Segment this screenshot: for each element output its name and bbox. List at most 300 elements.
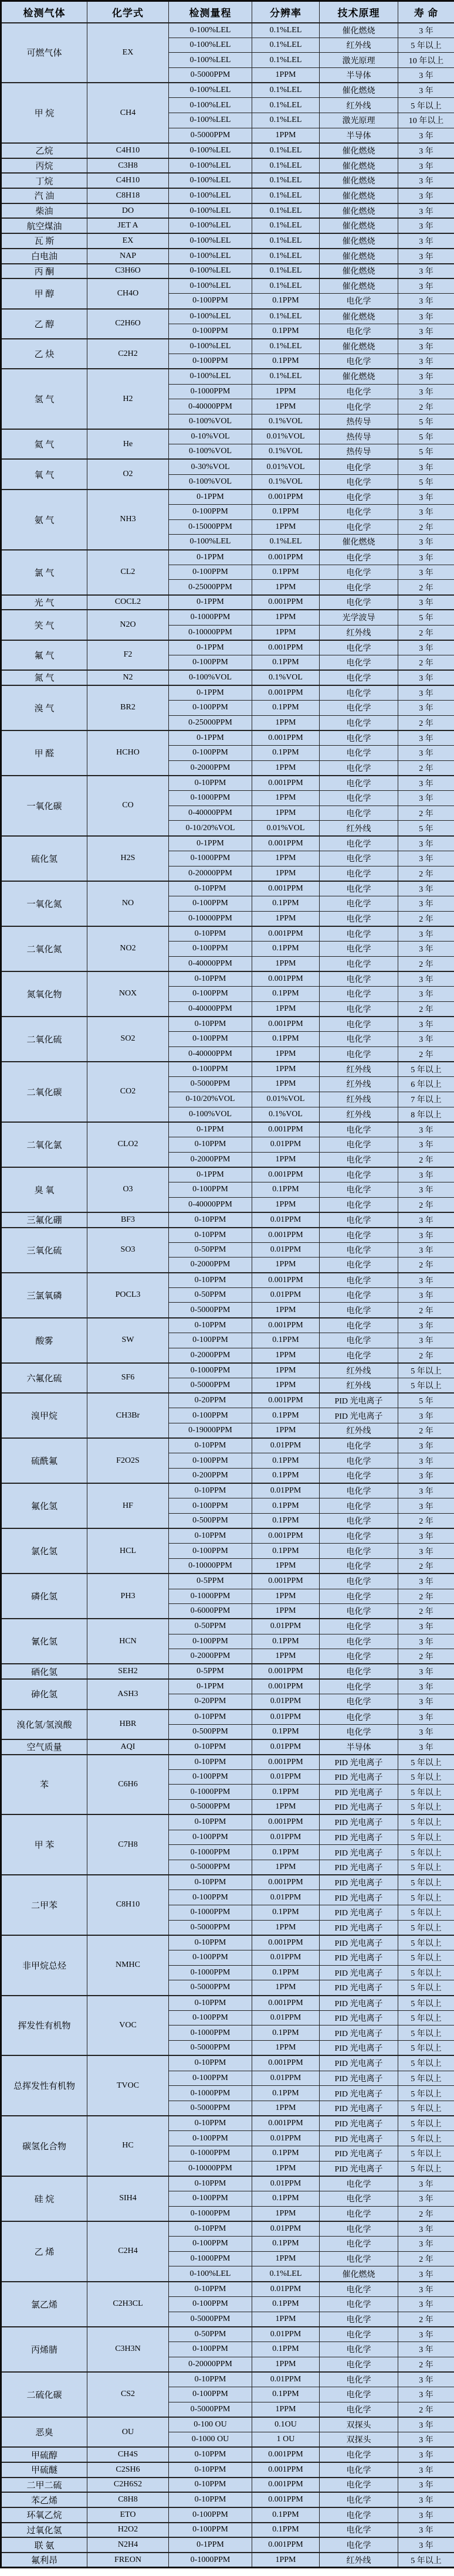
principle-cell: 催化燃烧 <box>320 143 398 158</box>
life-cell: 3 年 <box>398 1679 454 1694</box>
life-cell: 3 年 <box>398 278 454 294</box>
life-cell: 2 年 <box>398 655 454 670</box>
principle-cell: 电化学 <box>320 836 398 851</box>
life-cell: 2 年 <box>398 519 454 535</box>
range-cell: 0-10PPM <box>169 2282 252 2297</box>
range-cell: 0-100%LEL <box>169 218 252 233</box>
principle-cell: 红外线 <box>320 98 398 113</box>
life-cell: 3 年 <box>398 1318 454 1333</box>
life-cell: 2 年 <box>398 1258 454 1273</box>
range-cell: 0-1000PPM <box>169 2553 252 2568</box>
principle-cell: PID 光电离子 <box>320 1814 398 1830</box>
table-row <box>1 1875 454 1890</box>
principle-cell: 电化学 <box>320 2357 398 2372</box>
principle-cell: PID 光电离子 <box>320 2055 398 2071</box>
resolution-cell: 0.001PPM <box>252 1664 320 1679</box>
principle-cell: 半导体 <box>320 128 398 143</box>
gas-name-cell: 酸雾 <box>1 1318 87 1363</box>
range-cell: 0-20000PPM <box>169 866 252 881</box>
principle-cell: 电化学 <box>320 987 398 1002</box>
formula-cell: DO <box>87 203 169 219</box>
principle-cell: 电化学 <box>320 550 398 565</box>
gas-name-cell: 碳氢化合物 <box>1 2116 87 2176</box>
gas-name-cell: 砷化氢 <box>1 1679 87 1709</box>
range-cell: 0-5000PPM <box>169 1920 252 1935</box>
life-cell: 3 年 <box>398 2191 454 2207</box>
principle-cell: 红外线 <box>320 38 398 53</box>
life-cell: 5 年以上 <box>398 2101 454 2116</box>
resolution-cell: 0.1%VOL <box>252 1107 320 1122</box>
formula-cell: SO3 <box>87 1228 169 1273</box>
principle-cell: 电化学 <box>320 1438 398 1453</box>
gas-name-cell: 可燃气体 <box>1 23 87 83</box>
gas-name-cell: 硫化氢 <box>1 836 87 881</box>
resolution-cell: 1PPM <box>252 2101 320 2116</box>
table-row <box>1 1619 454 1634</box>
principle-cell: 电化学 <box>320 760 398 776</box>
life-cell: 2 年 <box>398 1604 454 1619</box>
life-cell: 5 年以上 <box>398 1935 454 1950</box>
life-cell: 2 年 <box>398 1001 454 1017</box>
range-cell: 0-20PPM <box>169 1694 252 1710</box>
resolution-cell: 0.1PPM <box>252 896 320 911</box>
principle-cell: 电化学 <box>320 896 398 911</box>
gas-name-cell: 一氧化碳 <box>1 776 87 836</box>
header-formula: 化学式 <box>87 1 169 23</box>
range-cell: 0-2000PPM <box>169 1152 252 1167</box>
range-cell: 0-50PPM <box>169 1242 252 1258</box>
gas-name-cell: 苯 <box>1 1755 87 1815</box>
principle-cell: 电化学 <box>320 580 398 595</box>
life-cell: 5 年以上 <box>398 1785 454 1800</box>
life-cell: 5 年以上 <box>398 1800 454 1815</box>
life-cell: 2 年 <box>398 1559 454 1574</box>
life-cell: 3 年 <box>398 128 454 143</box>
principle-cell: 催化燃烧 <box>320 309 398 324</box>
gas-name-cell: 二硫化碳 <box>1 2372 87 2417</box>
principle-cell: 电化学 <box>320 1182 398 1197</box>
principle-cell: 电化学 <box>320 956 398 971</box>
resolution-cell: 0.1PPM <box>252 1785 320 1800</box>
resolution-cell: 0.1%LEL <box>252 369 320 384</box>
gas-name-cell: 氮氧化物 <box>1 971 87 1017</box>
principle-cell: 催化燃烧 <box>320 218 398 233</box>
resolution-cell: 1PPM <box>252 806 320 821</box>
resolution-cell: 0.1%LEL <box>252 143 320 158</box>
resolution-cell: 0.001PPM <box>252 2055 320 2071</box>
life-cell: 3 年 <box>398 233 454 249</box>
life-cell: 3 年 <box>398 2432 454 2448</box>
resolution-cell: 0.1PPM <box>252 1182 320 1197</box>
formula-cell: C3H3N <box>87 2327 169 2372</box>
principle-cell: 电化学 <box>320 1694 398 1710</box>
range-cell: 0-10PPM <box>169 971 252 987</box>
resolution-cell: 0.01%VOL <box>252 429 320 444</box>
resolution-cell: 1PPM <box>252 399 320 414</box>
life-cell: 3 年 <box>398 1333 454 1348</box>
resolution-cell: 1PPM <box>252 2402 320 2417</box>
resolution-cell: 0.1PPM <box>252 1032 320 1047</box>
principle-cell: 电化学 <box>320 324 398 339</box>
table-row <box>1 2372 454 2387</box>
resolution-cell: 1PPM <box>252 1001 320 1017</box>
resolution-cell: 0.001PPM <box>252 2447 320 2462</box>
range-cell: 0-10PPM <box>169 1438 252 1453</box>
life-cell: 3 年 <box>398 309 454 324</box>
formula-cell: C2H3CL <box>87 2282 169 2327</box>
life-cell: 5 年以上 <box>398 1890 454 1905</box>
principle-cell: 电化学 <box>320 851 398 866</box>
resolution-cell: 0.1PPM <box>252 2191 320 2207</box>
range-cell: 0-10PPM <box>169 1228 252 1243</box>
header-principle: 技术原理 <box>320 1 398 23</box>
life-cell: 3 年 <box>398 384 454 399</box>
life-cell: 3 年 <box>398 249 454 264</box>
gas-name-cell: 联 氨 <box>1 2537 87 2553</box>
gas-name-cell: 航空煤油 <box>1 218 87 233</box>
principle-cell: 电化学 <box>320 2327 398 2342</box>
range-cell: 0-5000PPM <box>169 68 252 83</box>
life-cell: 3 年 <box>398 1212 454 1228</box>
principle-cell: 红外线 <box>320 2553 398 2568</box>
table-row <box>1 1528 454 1544</box>
range-cell: 0-100PPM <box>169 1062 252 1077</box>
principle-cell: 电化学 <box>320 2341 398 2357</box>
principle-cell: 激光原理 <box>320 113 398 128</box>
formula-cell: HF <box>87 1483 169 1528</box>
table-header <box>1 1 454 23</box>
formula-cell: N2H4 <box>87 2537 169 2553</box>
resolution-cell: 0.01PPM <box>252 2372 320 2387</box>
range-cell: 0-100PPM <box>169 1333 252 1348</box>
resolution-cell: 0.1%LEL <box>252 173 320 188</box>
gas-name-cell: 氯化氢 <box>1 1528 87 1574</box>
principle-cell: 红外线 <box>320 1062 398 1077</box>
principle-cell: 电化学 <box>320 2206 398 2221</box>
range-cell: 0-100PPM <box>169 1408 252 1423</box>
life-cell: 5 年以上 <box>398 1814 454 1830</box>
principle-cell: PID 光电离子 <box>320 1980 398 1996</box>
life-cell: 3 年 <box>398 23 454 38</box>
principle-cell: 红外线 <box>320 625 398 640</box>
range-cell: 0-1PPM <box>169 685 252 701</box>
life-cell: 5 年以上 <box>398 1905 454 1920</box>
principle-cell: 电化学 <box>320 1664 398 1679</box>
gas-name-cell: 氟 气 <box>1 640 87 670</box>
formula-cell: BR2 <box>87 685 169 730</box>
principle-cell: PID 光电离子 <box>320 1408 398 1423</box>
resolution-cell: 0.1PPM <box>252 354 320 369</box>
formula-cell: He <box>87 429 169 459</box>
formula-cell: NMHC <box>87 1935 169 1996</box>
table-row <box>1 233 454 249</box>
resolution-cell: 1PPM <box>252 1062 320 1077</box>
resolution-cell: 1PPM <box>252 1559 320 1574</box>
principle-cell: PID 光电离子 <box>320 1755 398 1770</box>
table-row <box>1 836 454 851</box>
resolution-cell: 0.001PPM <box>252 1996 320 2011</box>
gas-name-cell: 六氟化硫 <box>1 1363 87 1393</box>
resolution-cell: 0.01PPM <box>252 1287 320 1303</box>
range-cell: 0-10/20%VOL <box>169 821 252 836</box>
principle-cell: 电化学 <box>320 670 398 685</box>
resolution-cell: 0.1OU <box>252 2417 320 2432</box>
principle-cell: 催化燃烧 <box>320 83 398 98</box>
range-cell: 0-20000PPM <box>169 2357 252 2372</box>
life-cell: 3 年 <box>398 1469 454 1484</box>
principle-cell: 电化学 <box>320 1197 398 1212</box>
resolution-cell: 0.1PPM <box>252 2237 320 2252</box>
life-cell: 2 年 <box>398 1046 454 1062</box>
resolution-cell: 0.001PPM <box>252 836 320 851</box>
range-cell: 0-10PPM <box>169 2447 252 2462</box>
resolution-cell: 0.1%LEL <box>252 158 320 174</box>
range-cell: 0-1PPM <box>169 595 252 610</box>
resolution-cell: 0.01PPM <box>252 1890 320 1905</box>
range-cell: 0-25000PPM <box>169 580 252 595</box>
resolution-cell: 0.1PPM <box>252 1724 320 1739</box>
resolution-cell: 1PPM <box>252 1920 320 1935</box>
range-cell: 0-5000PPM <box>169 1378 252 1393</box>
resolution-cell: 1PPM <box>252 866 320 881</box>
life-cell: 2 年 <box>398 1348 454 1363</box>
principle-cell: 催化燃烧 <box>320 233 398 249</box>
table-row <box>1 249 454 264</box>
principle-cell: PID 光电离子 <box>320 2086 398 2101</box>
life-cell: 3 年 <box>398 535 454 550</box>
gas-name-cell: 氟利昂 <box>1 2553 87 2568</box>
gas-name-cell: 恶臭 <box>1 2417 87 2447</box>
resolution-cell: 1PPM <box>252 1363 320 1378</box>
resolution-cell: 0.1PPM <box>252 2507 320 2523</box>
resolution-cell: 0.1PPM <box>252 987 320 1002</box>
principle-cell: 电化学 <box>320 2447 398 2462</box>
resolution-cell: 0.1PPM <box>252 941 320 956</box>
principle-cell: 电化学 <box>320 1724 398 1739</box>
principle-cell: 电化学 <box>320 2237 398 2252</box>
resolution-cell: 1PPM <box>252 610 320 625</box>
life-cell: 3 年 <box>398 1032 454 1047</box>
range-cell: 0-500PPM <box>169 1724 252 1739</box>
resolution-cell: 0.1PPM <box>252 2146 320 2161</box>
gas-name-cell: 甲 苯 <box>1 1814 87 1875</box>
resolution-cell: 0.1PPM <box>252 1498 320 1514</box>
gas-name-cell: 溴 气 <box>1 685 87 730</box>
formula-cell: CH4S <box>87 2447 169 2462</box>
life-cell: 6 年以上 <box>398 1077 454 1092</box>
resolution-cell: 0.1%LEL <box>252 203 320 219</box>
table-row <box>1 1755 454 1770</box>
resolution-cell: 0.001PPM <box>252 2116 320 2131</box>
range-cell: 0-1PPM <box>169 640 252 655</box>
range-cell: 0-10PPM <box>169 1017 252 1032</box>
gas-name-cell: 瓦 斯 <box>1 233 87 249</box>
range-cell: 0-1000PPM <box>169 2146 252 2161</box>
formula-cell: C2H2 <box>87 339 169 369</box>
principle-cell: PID 光电离子 <box>320 1965 398 1980</box>
formula-cell: C8H8 <box>87 2492 169 2507</box>
resolution-cell: 0.001PPM <box>252 550 320 565</box>
principle-cell: 电化学 <box>320 2387 398 2402</box>
range-cell: 0-40000PPM <box>169 1197 252 1212</box>
range-cell: 0-50PPM <box>169 1287 252 1303</box>
formula-cell: CH4 <box>87 83 169 143</box>
resolution-cell: 0.001PPM <box>252 1228 320 1243</box>
resolution-cell: 0.1%VOL <box>252 414 320 429</box>
life-cell: 5 年以上 <box>398 1996 454 2011</box>
principle-cell: 电化学 <box>320 2251 398 2266</box>
gas-name-cell: 氢 气 <box>1 369 87 429</box>
resolution-cell: 1PPM <box>252 1589 320 1604</box>
formula-cell: TVOC <box>87 2055 169 2116</box>
resolution-cell: 0.1%LEL <box>252 218 320 233</box>
range-cell: 0-5000PPM <box>169 1303 252 1318</box>
resolution-cell: 0.001PPM <box>252 595 320 610</box>
principle-cell: PID 光电离子 <box>320 1890 398 1905</box>
range-cell: 0-40000PPM <box>169 399 252 414</box>
formula-cell: C3H6O <box>87 264 169 279</box>
life-cell: 3 年 <box>398 2237 454 2252</box>
range-cell: 0-20PPM <box>169 1393 252 1408</box>
life-cell: 3 年 <box>398 1483 454 1498</box>
formula-cell: FREON <box>87 2553 169 2568</box>
principle-cell: 电化学 <box>320 1287 398 1303</box>
range-cell: 0-100%LEL <box>169 98 252 113</box>
range-cell: 0-10000PPM <box>169 1559 252 1574</box>
life-cell: 3 年 <box>398 2537 454 2553</box>
resolution-cell: 0.1%LEL <box>252 188 320 203</box>
life-cell: 3 年 <box>398 2266 454 2282</box>
range-cell: 0-100PPM <box>169 2387 252 2402</box>
life-cell: 3 年 <box>398 1634 454 1649</box>
life-cell: 3 年 <box>398 2417 454 2432</box>
range-cell: 0-5000PPM <box>169 2312 252 2327</box>
life-cell: 3 年 <box>398 2492 454 2507</box>
principle-cell: 电化学 <box>320 2402 398 2417</box>
range-cell: 0-100PPM <box>169 1453 252 1469</box>
principle-cell: 红外线 <box>320 1363 398 1378</box>
life-cell: 5 年以上 <box>398 2086 454 2101</box>
life-cell: 5 年以上 <box>398 2161 454 2176</box>
table-row <box>1 339 454 354</box>
formula-cell: H2S <box>87 836 169 881</box>
range-cell: 0-1000PPM <box>169 1905 252 1920</box>
principle-cell: PID 光电离子 <box>320 2116 398 2131</box>
formula-cell: SF6 <box>87 1363 169 1393</box>
range-cell: 0-100PPM <box>169 2523 252 2538</box>
range-cell: 0-10PPM <box>169 1739 252 1755</box>
gas-name-cell: 丙烯腈 <box>1 2327 87 2372</box>
range-cell: 0-100PPM <box>169 896 252 911</box>
life-cell: 3 年 <box>398 1287 454 1303</box>
life-cell: 5 年 <box>398 444 454 460</box>
formula-cell: C8H18 <box>87 188 169 203</box>
principle-cell: 红外线 <box>320 821 398 836</box>
principle-cell: 电化学 <box>320 715 398 730</box>
principle-cell: PID 光电离子 <box>320 1860 398 1875</box>
table-row <box>1 2478 454 2493</box>
resolution-cell: 1PPM <box>252 384 320 399</box>
range-cell: 0-100%LEL <box>169 339 252 354</box>
range-cell: 0-100%VOL <box>169 1107 252 1122</box>
table-row <box>1 2221 454 2237</box>
life-cell: 3 年 <box>398 324 454 339</box>
principle-cell: PID 光电离子 <box>320 2071 398 2086</box>
range-cell: 0-2000PPM <box>169 1258 252 1273</box>
life-cell: 5 年以上 <box>398 1755 454 1770</box>
life-cell: 3 年 <box>398 670 454 685</box>
principle-cell: 电化学 <box>320 746 398 761</box>
principle-cell: 电化学 <box>320 1152 398 1167</box>
resolution-cell: 0.1PPM <box>252 2026 320 2041</box>
life-cell: 3 年 <box>398 264 454 279</box>
range-cell: 0-100PPM <box>169 2191 252 2207</box>
life-cell: 2 年 <box>398 1152 454 1167</box>
life-cell: 2 年 <box>398 2251 454 2266</box>
range-cell: 0-1PPM <box>169 1122 252 1137</box>
life-cell: 3 年 <box>398 1182 454 1197</box>
range-cell: 0-5000PPM <box>169 1860 252 1875</box>
gas-name-cell: 硒化氢 <box>1 1664 87 1679</box>
principle-cell: PID 光电离子 <box>320 1800 398 1815</box>
principle-cell: 热传导 <box>320 444 398 460</box>
range-cell: 0-1000PPM <box>169 1785 252 1800</box>
life-cell: 3 年 <box>398 2221 454 2237</box>
table-row <box>1 2447 454 2462</box>
resolution-cell: 0.1PPM <box>252 1408 320 1423</box>
life-cell: 2 年 <box>398 760 454 776</box>
formula-cell: CLO2 <box>87 1122 169 1167</box>
resolution-cell: 1PPM <box>252 760 320 776</box>
range-cell: 0-100PPM <box>169 2131 252 2146</box>
principle-cell: 红外线 <box>320 1378 398 1393</box>
principle-cell: 催化燃烧 <box>320 158 398 174</box>
formula-cell: NH3 <box>87 490 169 550</box>
formula-cell: JET A <box>87 218 169 233</box>
life-cell: 3 年 <box>398 1438 454 1453</box>
principle-cell: 电化学 <box>320 2507 398 2523</box>
life-cell: 3 年 <box>398 1724 454 1739</box>
gas-name-cell: 硫酰氟 <box>1 1438 87 1483</box>
table-row <box>1 1739 454 1755</box>
life-cell: 2 年 <box>398 1514 454 1529</box>
table-row <box>1 595 454 610</box>
resolution-cell: 1PPM <box>252 580 320 595</box>
range-cell: 0-5000PPM <box>169 128 252 143</box>
principle-cell: 红外线 <box>320 1423 398 1438</box>
formula-cell: C8H10 <box>87 1875 169 1935</box>
formula-cell: C2SH6 <box>87 2462 169 2478</box>
gas-name-cell: 磷化氢 <box>1 1574 87 1619</box>
principle-cell: 红外线 <box>320 1092 398 1107</box>
range-cell: 0-1000PPM <box>169 2206 252 2221</box>
principle-cell: 电化学 <box>320 730 398 746</box>
range-cell: 0-100%LEL <box>169 264 252 279</box>
resolution-cell: 1PPM <box>252 2312 320 2327</box>
range-cell: 0-40000PPM <box>169 956 252 971</box>
life-cell: 5 年以上 <box>398 2131 454 2146</box>
life-cell: 3 年 <box>398 836 454 851</box>
resolution-cell: 0.1%LEL <box>252 339 320 354</box>
gas-name-cell: 乙 烯 <box>1 2221 87 2282</box>
table-row <box>1 2462 454 2478</box>
gas-name-cell: 环氧乙烷 <box>1 2507 87 2523</box>
resolution-cell: 0.01PPM <box>252 1438 320 1453</box>
range-cell: 0-10PPM <box>169 1528 252 1544</box>
gas-name-cell: 甲 醛 <box>1 730 87 776</box>
range-cell: 0-100PPM <box>169 1498 252 1514</box>
principle-cell: 电化学 <box>320 1348 398 1363</box>
